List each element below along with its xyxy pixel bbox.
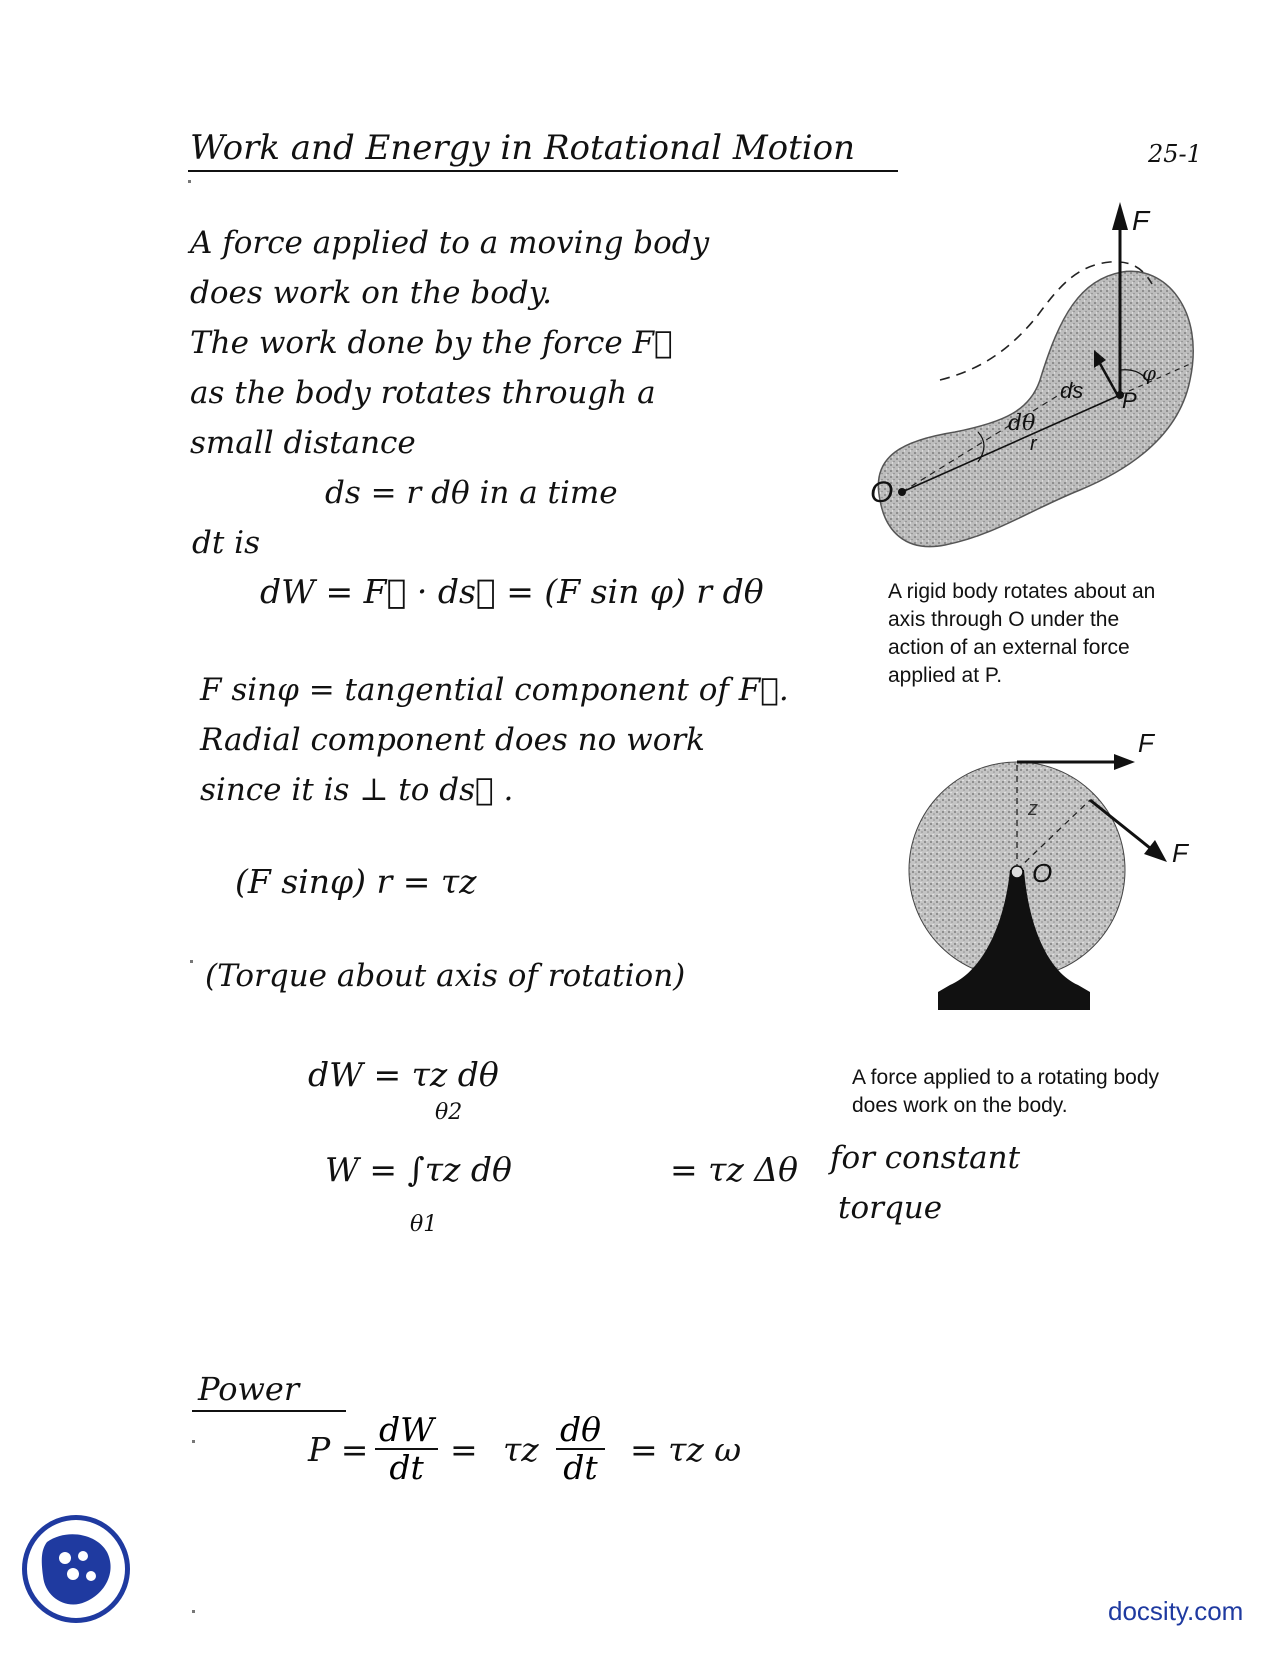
axle xyxy=(1011,866,1023,878)
docsity-logo[interactable] xyxy=(22,1515,130,1623)
figure1-caption xyxy=(888,578,1155,690)
text-line-1: A force applied to a moving body xyxy=(190,225,710,261)
tangent-force-arrowhead xyxy=(1114,754,1135,770)
rigid-body-figure xyxy=(860,200,1220,560)
text-line-2: does work on the body. xyxy=(190,275,552,311)
scan-speck xyxy=(190,960,193,963)
caption-line: applied at P. xyxy=(888,664,1003,687)
fraction-numerator: dW xyxy=(375,1412,438,1450)
label-phi: φ xyxy=(1142,361,1157,385)
perpendicular-line: since it is ⊥ to ds⃗ . xyxy=(200,772,514,808)
text-line-4: as the body rotates through a xyxy=(190,375,656,411)
power-result: = τz ω xyxy=(630,1430,742,1469)
constant-torque-note: for constant xyxy=(830,1140,1021,1176)
label-force-top: F xyxy=(1138,728,1154,758)
wheel-figure xyxy=(900,720,1200,1040)
oblique-force-arrowhead xyxy=(1144,840,1167,862)
torque-note: (Torque about axis of rotation) xyxy=(205,958,686,994)
text-line-6: ds = r dθ in a time xyxy=(325,475,618,511)
title-underline xyxy=(188,170,898,172)
caption-line: A force applied to a rotating body xyxy=(852,1066,1160,1089)
power-torque-symbol: τz xyxy=(503,1430,539,1469)
fraction-denominator: dt xyxy=(389,1448,424,1487)
work-torque-equation: dW = τz dθ xyxy=(308,1055,499,1094)
fraction-dw-dt xyxy=(375,1412,438,1486)
docsity-brand-link[interactable]: docsity.com xyxy=(1108,1596,1244,1626)
torque-equation: (F sinφ) r = τz xyxy=(235,862,477,901)
scan-speck xyxy=(188,180,191,183)
label-ds: ds xyxy=(1060,378,1084,403)
text-line-3: The work done by the force F⃗ xyxy=(190,325,673,361)
label-p: P xyxy=(1122,388,1137,413)
scan-speck xyxy=(192,1610,195,1613)
page-title: Work and Energy in Rotational Motion xyxy=(190,128,856,168)
fraction-numerator: dθ xyxy=(556,1412,605,1450)
force-arrowhead xyxy=(1112,202,1128,230)
work-element-equation: dW = F⃗ · ds⃗ = (F sin φ) r dθ xyxy=(260,572,764,611)
text-line-7: dt is xyxy=(192,525,260,561)
label-force-side: F xyxy=(1172,838,1188,868)
label-dtheta: dθ xyxy=(1008,411,1036,436)
label-z: z xyxy=(1028,798,1038,820)
caption-line: A rigid body rotates about an xyxy=(888,580,1156,603)
text-line-5: small distance xyxy=(190,425,416,461)
constant-torque-equation: = τz Δθ xyxy=(670,1150,798,1189)
label-force: F xyxy=(1132,205,1150,236)
power-underline xyxy=(192,1410,346,1412)
power-lhs: P = xyxy=(308,1430,369,1469)
integral-lower-limit: θ1 xyxy=(410,1212,438,1237)
label-o: O xyxy=(1032,858,1053,888)
integral-upper-limit: θ2 xyxy=(435,1100,463,1125)
caption-line: axis through O under the xyxy=(888,608,1120,631)
caption-line: does work on the body. xyxy=(852,1094,1068,1117)
label-origin: O xyxy=(870,476,894,509)
caption-line: action of an external force xyxy=(888,636,1130,659)
fraction-denominator: dt xyxy=(563,1448,598,1487)
label-r: r xyxy=(1030,433,1037,455)
work-integral: W = ∫τz dθ xyxy=(325,1150,512,1189)
fraction-dtheta-dt xyxy=(556,1412,605,1486)
radial-component-line: Radial component does no work xyxy=(200,722,705,758)
power-equals-1: = xyxy=(450,1430,478,1469)
constant-torque-note-2: torque xyxy=(838,1190,943,1226)
tangential-component-line: F sinφ = tangential component of F⃗. xyxy=(200,672,789,708)
page-number: 25-1 xyxy=(1148,140,1202,168)
power-heading: Power xyxy=(198,1370,300,1408)
figure2-caption xyxy=(852,1064,1159,1120)
docsity-logo-icon xyxy=(27,1520,125,1618)
scan-speck xyxy=(192,1440,195,1443)
point-o xyxy=(898,488,906,496)
